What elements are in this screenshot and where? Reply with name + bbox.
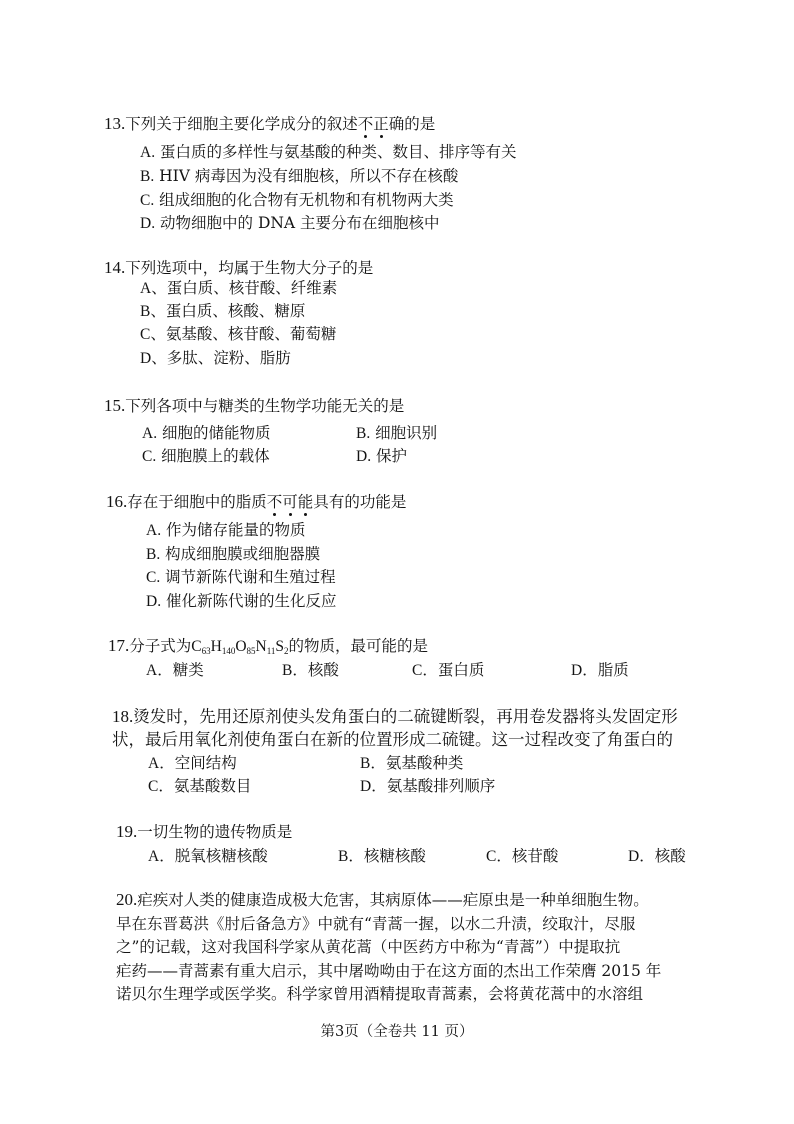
emphasis-char: 可 <box>282 493 298 511</box>
emphasis-char: 不 <box>357 115 374 133</box>
question-number: 13. <box>104 114 126 133</box>
option-a: A．空间结构 <box>148 754 237 772</box>
question-16-stem <box>106 490 406 512</box>
option-b: B. HIV 病毒因为没有细胞核，所以不存在核酸 <box>140 167 459 185</box>
option-a: A．脱氧核糖核酸 <box>148 847 268 865</box>
option-b: B．氨基酸种类 <box>360 754 464 772</box>
question-20-line5: 诺贝尔生理学或医学奖。科学家曾用酒精提取青蒿素，会将黄花蒿中的水溶组 <box>116 985 644 1003</box>
question-18-stem-line2: 状，最后用氧化剂使角蛋白在新的位置形成二硫键。这一过程改变了角蛋白的 <box>112 730 673 749</box>
question-19-stem <box>116 820 292 842</box>
option-c: C．核苷酸 <box>486 847 559 865</box>
option-a: A. 蛋白质的多样性与氨基酸的种类、数目、排序等有关 <box>140 143 517 161</box>
stem-text: 分子式为 <box>129 637 192 655</box>
stem-text: 具有的功能是 <box>313 493 407 511</box>
option-d: D. 催化新陈代谢的生化反应 <box>146 592 337 610</box>
emphasis-char: 正 <box>373 115 389 133</box>
option-a: A. 细胞的储能物质 <box>142 424 271 442</box>
option-b: B．核酸 <box>282 661 339 679</box>
question-number: 14. <box>104 258 126 277</box>
question-20-line3: 之”的记载，这对我国科学家从黄花蒿（中医药方中称为“青蒿”）中提取抗 <box>116 938 621 956</box>
option-d: D. 动物细胞中的 DNA 主要分布在细胞核中 <box>140 214 440 232</box>
question-20-stem <box>116 888 649 910</box>
question-14-stem <box>104 256 373 278</box>
option-c: C、氨基酸、核苷酸、葡萄糖 <box>140 325 337 343</box>
option-a: A、蛋白质、核苷酸、纤维素 <box>140 279 338 297</box>
option-d: D．氨基酸排列顺序 <box>360 777 496 795</box>
question-20-line2: 早在东晋葛洪《肘后备急方》中就有“青蒿一握，以水二升渍，绞取汁，尽服 <box>116 915 636 933</box>
option-c: C．氨基酸数目 <box>148 777 252 795</box>
stem-text: 烫发时，先用还原剂使头发角蛋白的二硫键断裂，再用卷发器将头发固定形 <box>133 707 678 726</box>
option-b: B．核糖核酸 <box>338 847 426 865</box>
option-b: B. 构成细胞膜或细胞器膜 <box>146 545 321 563</box>
stem-text: 的物质，最可能的是 <box>288 637 429 655</box>
question-number: 20. <box>116 890 138 909</box>
option-c: C. 细胞膜上的载体 <box>142 447 270 465</box>
question-number: 17. <box>108 636 130 655</box>
question-number: 19. <box>116 822 138 841</box>
option-d: D．脂质 <box>571 661 629 679</box>
stem-text: 下列各项中与糖类的生物学功能无关的是 <box>125 397 405 415</box>
option-d: D. 保护 <box>356 447 408 465</box>
molecular-formula: $C_{63}H_{140}O_{85}N_{11}S_2$ <box>191 638 289 656</box>
option-b: B、蛋白质、核酸、糖原 <box>140 302 306 320</box>
option-c: C. 调节新陈代谢和生殖过程 <box>146 568 336 586</box>
question-20-line4: 疟药——青蒿素有重大启示，其中屠呦呦由于在这方面的杰出工作荣膺 2015 年 <box>116 962 662 980</box>
emphasis-char: 能 <box>297 493 314 511</box>
stem-text: 一切生物的遗传物质是 <box>137 823 293 841</box>
option-a: A．糖类 <box>146 661 204 679</box>
emphasis-char: 不 <box>266 493 283 511</box>
question-number: 18. <box>112 707 134 726</box>
option-d: D、多肽、淀粉、脂肪 <box>140 349 291 367</box>
question-number: 15. <box>104 396 126 415</box>
option-d: D．核酸 <box>628 847 686 865</box>
stem-text: 确的是 <box>388 115 436 133</box>
option-a: A. 作为储存能量的物质 <box>146 521 306 539</box>
question-number: 16. <box>106 492 128 511</box>
question-13-stem <box>104 112 435 134</box>
stem-text: 疟疾对人类的健康造成极大危害，其病原体——疟原虫是一种单细胞生物。 <box>137 891 649 909</box>
option-c: C．蛋白质 <box>412 661 485 679</box>
stem-text: 下列选项中，均属于生物大分子的是 <box>125 259 374 277</box>
stem-text: 存在于细胞中的脂质 <box>127 493 267 511</box>
question-18-stem <box>112 703 678 727</box>
option-c: C. 组成细胞的化合物有无机物和有机物两大类 <box>140 191 454 209</box>
question-17-stem <box>108 634 428 656</box>
option-b: B. 细胞识别 <box>356 424 438 442</box>
question-15-stem <box>104 394 404 416</box>
page-footer: 第3页（全卷共 11 页） <box>320 1024 474 1040</box>
stem-text: 下列关于细胞主要化学成分的叙述 <box>125 115 358 133</box>
